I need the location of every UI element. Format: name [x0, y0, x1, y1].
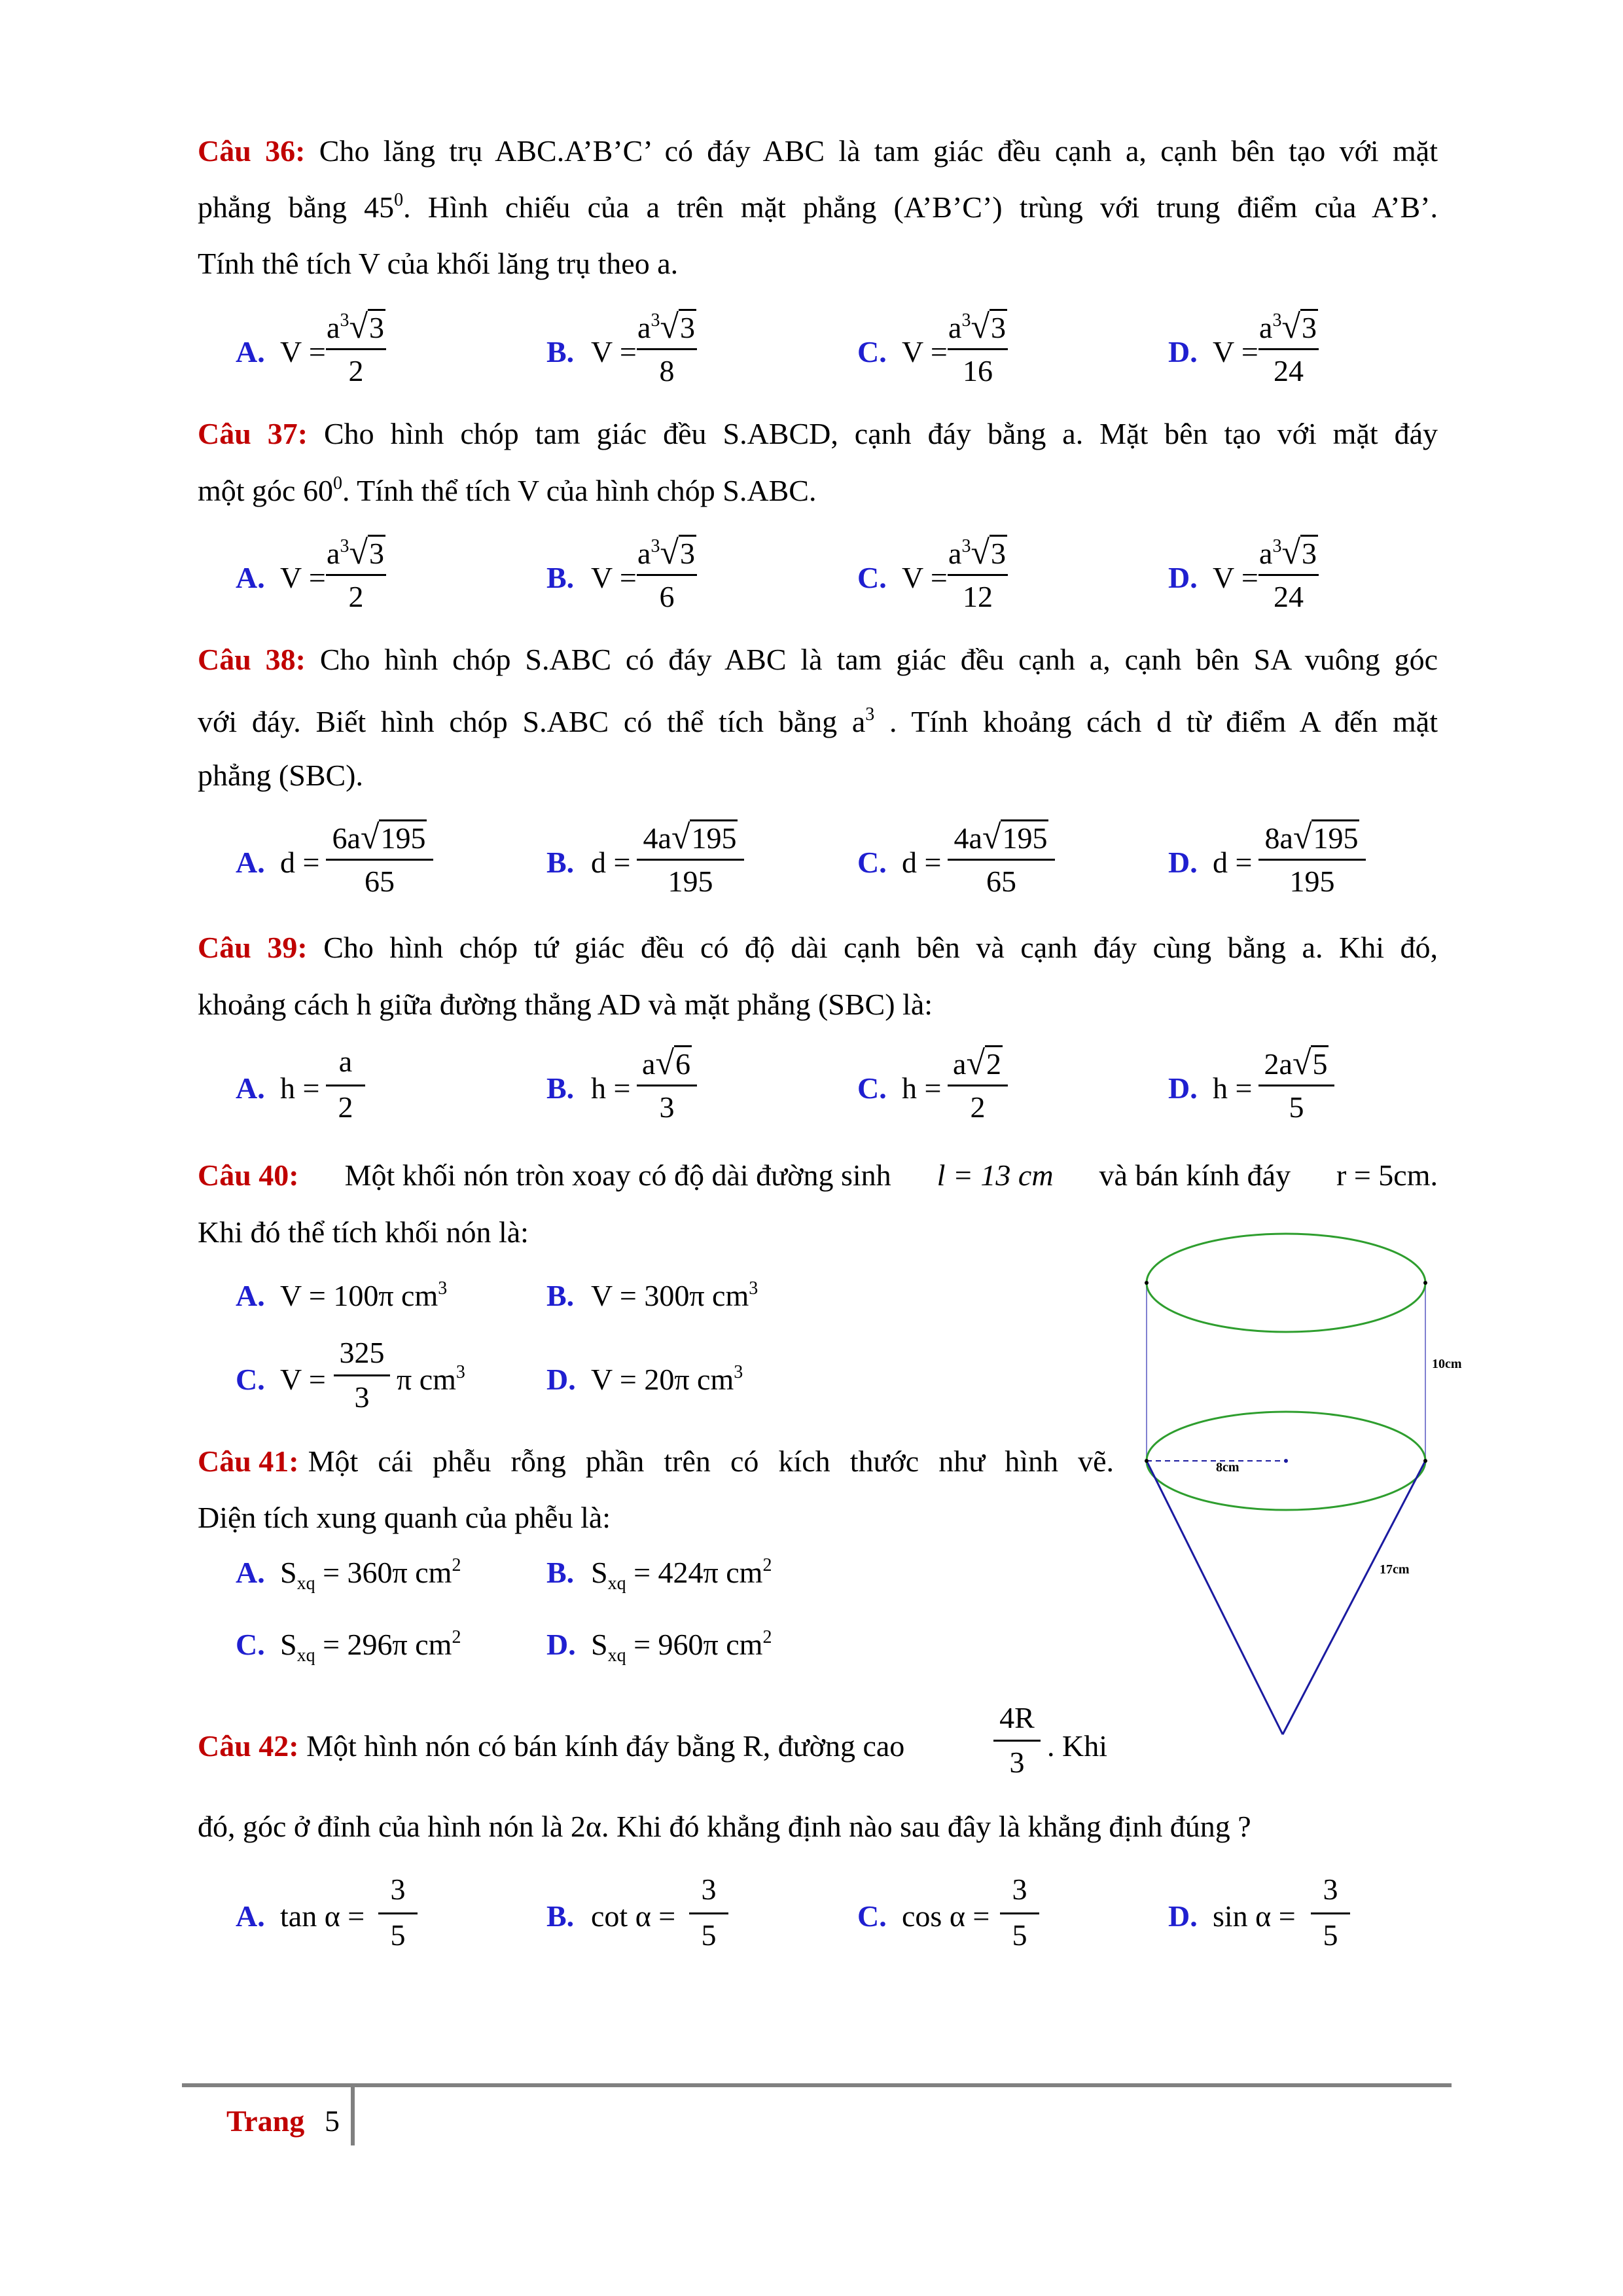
- q39-option-b-fraction: [637, 1044, 697, 1122]
- fraction-denominator: 8: [659, 354, 675, 387]
- q39-option-b-label[interactable]: B.: [546, 1071, 575, 1105]
- q37-option-d-label[interactable]: D.: [1168, 561, 1198, 594]
- q42-option-c-lhs[interactable]: cos α =: [902, 1899, 990, 1933]
- q42-number: Câu 42:: [198, 1729, 299, 1763]
- base-center-point: [1284, 1459, 1288, 1463]
- q42-line2: đó, góc ở đỉnh của hình nón là 2α. Khi đó khẳng định nào sau đây là khẳng định đúng ?: [198, 1810, 1251, 1843]
- slant-label: 17cm: [1380, 1562, 1410, 1577]
- q39-option-a-lhs[interactable]: h =: [280, 1071, 320, 1105]
- q39-option-d-fraction: [1258, 1044, 1334, 1122]
- q36-option-d-fraction: [1258, 308, 1319, 386]
- q38-option-a-label[interactable]: A.: [236, 846, 265, 879]
- point-top-left: [1145, 1281, 1149, 1285]
- fraction-numerator: a: [338, 1045, 353, 1078]
- q36-line3: Tính thê tích V của khối lăng trụ theo a.: [198, 247, 679, 280]
- fraction-denominator: 65: [986, 865, 1016, 898]
- fraction-denominator: 5: [1323, 1918, 1338, 1952]
- fraction-numerator: 6a√195: [332, 819, 426, 856]
- point-top-right: [1423, 1281, 1427, 1285]
- fraction-denominator: 5: [1289, 1090, 1304, 1124]
- q36-line1: Câu 36: Cho lăng trụ ABC.A’B’C’ có đáy ABC là tam giác đều cạnh a, cạnh bên tạo với mặt: [198, 134, 1438, 168]
- footer-page-label: Trang: [226, 2104, 305, 2138]
- fraction-denominator: 5: [390, 1918, 406, 1952]
- q41-line2: Diện tích xung quanh của phễu là:: [198, 1501, 611, 1534]
- q42-option-a-lhs[interactable]: tan α =: [280, 1899, 365, 1933]
- q37-option-b-lhs[interactable]: V =: [591, 561, 637, 594]
- q40-option-c-fraction: 325 3: [334, 1335, 390, 1414]
- q40-line2: Khi đó thể tích khối nón là:: [198, 1215, 529, 1249]
- q36-option-d-lhs[interactable]: V =: [1213, 335, 1258, 368]
- q39-option-a-fraction: [326, 1044, 365, 1122]
- q39-option-d-label[interactable]: D.: [1168, 1071, 1198, 1105]
- q42-option-d-label[interactable]: D.: [1168, 1899, 1198, 1933]
- q38-option-b-lhs[interactable]: d =: [591, 846, 631, 879]
- fraction-denominator: 65: [365, 865, 395, 898]
- q42-height-fraction: 4R 3: [993, 1700, 1041, 1779]
- fraction-denominator: 12: [963, 580, 993, 613]
- fraction-denominator: 6: [659, 580, 675, 613]
- q41-option-c[interactable]: $S_{xq} = 296\pi$ $cm^2$: [280, 1627, 461, 1666]
- q40-option-c-label[interactable]: C.: [236, 1363, 265, 1396]
- q39-option-a-label[interactable]: A.: [236, 1071, 265, 1105]
- fraction-numerator: 2a√5: [1264, 1045, 1328, 1082]
- q37-option-a-fraction: [326, 533, 386, 612]
- q37-option-d-lhs[interactable]: V =: [1213, 561, 1258, 594]
- q40-option-b-label[interactable]: B.: [546, 1279, 575, 1312]
- q36-option-b-fraction: [637, 308, 697, 386]
- q38-option-b-label[interactable]: B.: [546, 846, 575, 879]
- q42-option-a-label[interactable]: A.: [236, 1899, 265, 1933]
- fraction-denominator: 24: [1274, 580, 1304, 613]
- q40-option-c-tail: π $cm^3$: [397, 1362, 465, 1396]
- fraction-numerator: $a^3√3$: [637, 308, 695, 346]
- radius-label: 8cm: [1216, 1460, 1240, 1475]
- fraction-denominator: 16: [963, 354, 993, 387]
- q42-option-c-label[interactable]: C.: [857, 1899, 887, 1933]
- q39-line1: Câu 39: Cho hình chóp tứ giác đều có độ dài cạnh bên và cạnh đáy cùng bằng a. Khi đó,: [198, 931, 1438, 964]
- q37-option-b-fraction: [637, 533, 697, 612]
- q37-line2: một góc $60^0$. Tính thể tích V của hình chóp S.ABC.: [198, 473, 817, 507]
- q41-line1: Câu 41: Một cái phễu rỗng phần trên có kích thước như hình vẽ.: [198, 1444, 1114, 1478]
- fraction-numerator: 3: [390, 1873, 406, 1906]
- q42-option-b-label[interactable]: B.: [546, 1899, 575, 1933]
- q37-option-d-fraction: [1258, 533, 1319, 612]
- q42-option-d-lhs[interactable]: sin α =: [1213, 1899, 1296, 1933]
- fraction-denominator: 24: [1274, 354, 1304, 387]
- fraction-denominator: 2: [348, 580, 364, 613]
- q38-option-a-fraction: [326, 818, 433, 897]
- q38-option-d-fraction: [1258, 818, 1366, 897]
- q36-line2: phẳng bằng $45^0$. Hình chiếu của a trên mặt phẳng (A’B’C’) trùng với trung điểm của A’B’.: [198, 190, 1438, 224]
- q37-option-c-fraction: [948, 533, 1008, 612]
- q38-option-b-fraction: [637, 818, 744, 897]
- height-label: 10cm: [1432, 1357, 1462, 1371]
- fraction-numerator: 4a√195: [643, 819, 737, 856]
- q41-option-d-label[interactable]: D.: [546, 1628, 576, 1661]
- funnel-figure: [1139, 1224, 1466, 1748]
- q37-option-c-label[interactable]: C.: [857, 561, 887, 594]
- q41-option-d[interactable]: $S_{xq} = 960\pi$ $cm^2$: [591, 1627, 772, 1666]
- footer-rule: [182, 2083, 1452, 2087]
- fraction-denominator: 2: [348, 354, 364, 387]
- q37-option-a-lhs[interactable]: V =: [280, 561, 326, 594]
- q39-option-c-fraction: [948, 1044, 1008, 1122]
- q40-number: Câu 40:: [198, 1158, 299, 1192]
- q39-option-c-label[interactable]: C.: [857, 1071, 887, 1105]
- q42-option-c-fraction: [1000, 1872, 1039, 1950]
- q41-option-b-label[interactable]: B.: [546, 1556, 575, 1589]
- q40-line1: Câu 40: Một khối nón tròn xoay có độ dài đường sinh l = 13 cm và bán kính đáy r = 5cm.: [198, 1158, 1438, 1192]
- q42-option-b-lhs[interactable]: cot α =: [591, 1899, 676, 1933]
- q39-option-d-lhs[interactable]: h =: [1213, 1071, 1253, 1105]
- fraction-numerator: 4a√195: [954, 819, 1048, 856]
- q42-option-d-fraction: [1311, 1872, 1350, 1950]
- cone-left-edge: [1147, 1461, 1283, 1734]
- q38-option-d-lhs[interactable]: d =: [1213, 846, 1253, 879]
- fraction-denominator: 5: [1012, 1918, 1027, 1952]
- q42-option-a-fraction: [378, 1872, 418, 1950]
- q39-line2: khoảng cách h giữa đường thẳng AD và mặt phẳng (SBC) là:: [198, 988, 933, 1021]
- q36-number: Câu 36:: [198, 134, 306, 168]
- fraction-numerator: $a^3√3$: [327, 308, 384, 346]
- fraction-denominator: 195: [668, 865, 713, 898]
- q40-option-a-label[interactable]: A.: [236, 1279, 265, 1312]
- q38-option-d-label[interactable]: D.: [1168, 846, 1198, 879]
- q40-option-d[interactable]: V = 20π $cm^3$: [591, 1362, 743, 1396]
- q38-line2: với đáy. Biết hình chóp S.ABC có thể tích bằng $a^3$ . Tính khoảng cách d từ điểm A đến mặt: [198, 704, 1438, 738]
- q36-option-c-lhs[interactable]: V =: [902, 335, 948, 368]
- q38-option-c-lhs[interactable]: d =: [902, 846, 942, 879]
- point-base-right: [1423, 1459, 1427, 1463]
- fraction-denominator: 195: [1289, 865, 1335, 898]
- fraction-numerator: 8a√195: [1264, 819, 1359, 856]
- q36-option-c-label[interactable]: C.: [857, 335, 887, 368]
- footer-page-number: 5: [325, 2104, 340, 2138]
- cylinder-top-ellipse: [1147, 1234, 1425, 1332]
- q41-option-c-label[interactable]: C.: [236, 1628, 265, 1661]
- fraction-numerator: 3: [1323, 1873, 1338, 1906]
- q36-option-a-fraction: [326, 308, 386, 386]
- q39-number: Câu 39:: [198, 931, 308, 964]
- q37-line1: Câu 37: Cho hình chóp tam giác đều S.ABCD, cạnh đáy bằng a. Mặt bên tạo với mặt đáy: [198, 417, 1438, 450]
- q37-option-b-label[interactable]: B.: [546, 561, 575, 594]
- fraction-denominator: 3: [659, 1090, 675, 1124]
- fraction-numerator: a√6: [642, 1045, 690, 1082]
- q42-line1: Câu 42: Một hình nón có bán kính đáy bằng R, đường cao: [198, 1729, 905, 1763]
- q41-option-a[interactable]: $S_{xq} = 360\pi$ $cm^2$: [280, 1555, 461, 1594]
- cone-right-edge: [1283, 1461, 1425, 1734]
- q36-option-c-fraction: [948, 308, 1008, 386]
- fraction-numerator: a√2: [953, 1045, 1001, 1082]
- fraction-numerator: $a^3√3$: [1259, 308, 1317, 346]
- q40-option-d-label[interactable]: D.: [546, 1363, 576, 1396]
- q36-option-a-lhs[interactable]: V =: [280, 335, 326, 368]
- q38-number: Câu 38:: [198, 643, 306, 676]
- point-base-left: [1145, 1459, 1149, 1463]
- fraction-numerator: $a^3√3$: [327, 534, 384, 571]
- fraction-numerator: $a^3√3$: [1259, 534, 1317, 571]
- fraction-denominator: 5: [701, 1918, 717, 1952]
- q36-option-b-label[interactable]: B.: [546, 335, 575, 368]
- q38-line3: phẳng (SBC).: [198, 759, 363, 792]
- q38-option-a-lhs[interactable]: d =: [280, 846, 320, 879]
- q36-option-a-label[interactable]: A.: [236, 335, 265, 368]
- footer-divider: [351, 2085, 355, 2145]
- q37-option-a-label[interactable]: A.: [236, 561, 265, 594]
- q36-option-d-label[interactable]: D.: [1168, 335, 1198, 368]
- q42-option-b-fraction: [689, 1872, 728, 1950]
- fraction-numerator: $a^3√3$: [948, 534, 1006, 571]
- q38-option-c-fraction: [948, 818, 1055, 897]
- q36-option-b-lhs[interactable]: V =: [591, 335, 637, 368]
- q40-option-b[interactable]: V = 300π $cm^3$: [591, 1278, 758, 1312]
- fraction-numerator: 3: [1012, 1873, 1027, 1906]
- q37-number: Câu 37:: [198, 417, 308, 450]
- q37-option-c-lhs[interactable]: V =: [902, 561, 948, 594]
- q40-option-c-lhs[interactable]: V =: [280, 1363, 326, 1396]
- q38-option-c-label[interactable]: C.: [857, 846, 887, 879]
- q41-number: Câu 41:: [198, 1444, 299, 1478]
- fraction-numerator: $a^3√3$: [948, 308, 1006, 346]
- fraction-numerator: $a^3√3$: [637, 534, 695, 571]
- q41-option-a-label[interactable]: A.: [236, 1556, 265, 1589]
- q38-line1: Câu 38: Cho hình chóp S.ABC có đáy ABC là tam giác đều cạnh a, cạnh bên SA vuông góc: [198, 643, 1438, 676]
- q42-line1-end: . Khi: [1047, 1729, 1107, 1763]
- fraction-denominator: 2: [970, 1090, 986, 1124]
- q41-option-b[interactable]: $S_{xq} = 424\pi$ $cm^2$: [591, 1555, 772, 1594]
- fraction-denominator: 2: [338, 1090, 353, 1124]
- q39-option-b-lhs[interactable]: h =: [591, 1071, 631, 1105]
- q40-option-a[interactable]: V = 100π $cm^3$: [280, 1278, 448, 1312]
- fraction-numerator: 3: [701, 1873, 717, 1906]
- q39-option-c-lhs[interactable]: h =: [902, 1071, 942, 1105]
